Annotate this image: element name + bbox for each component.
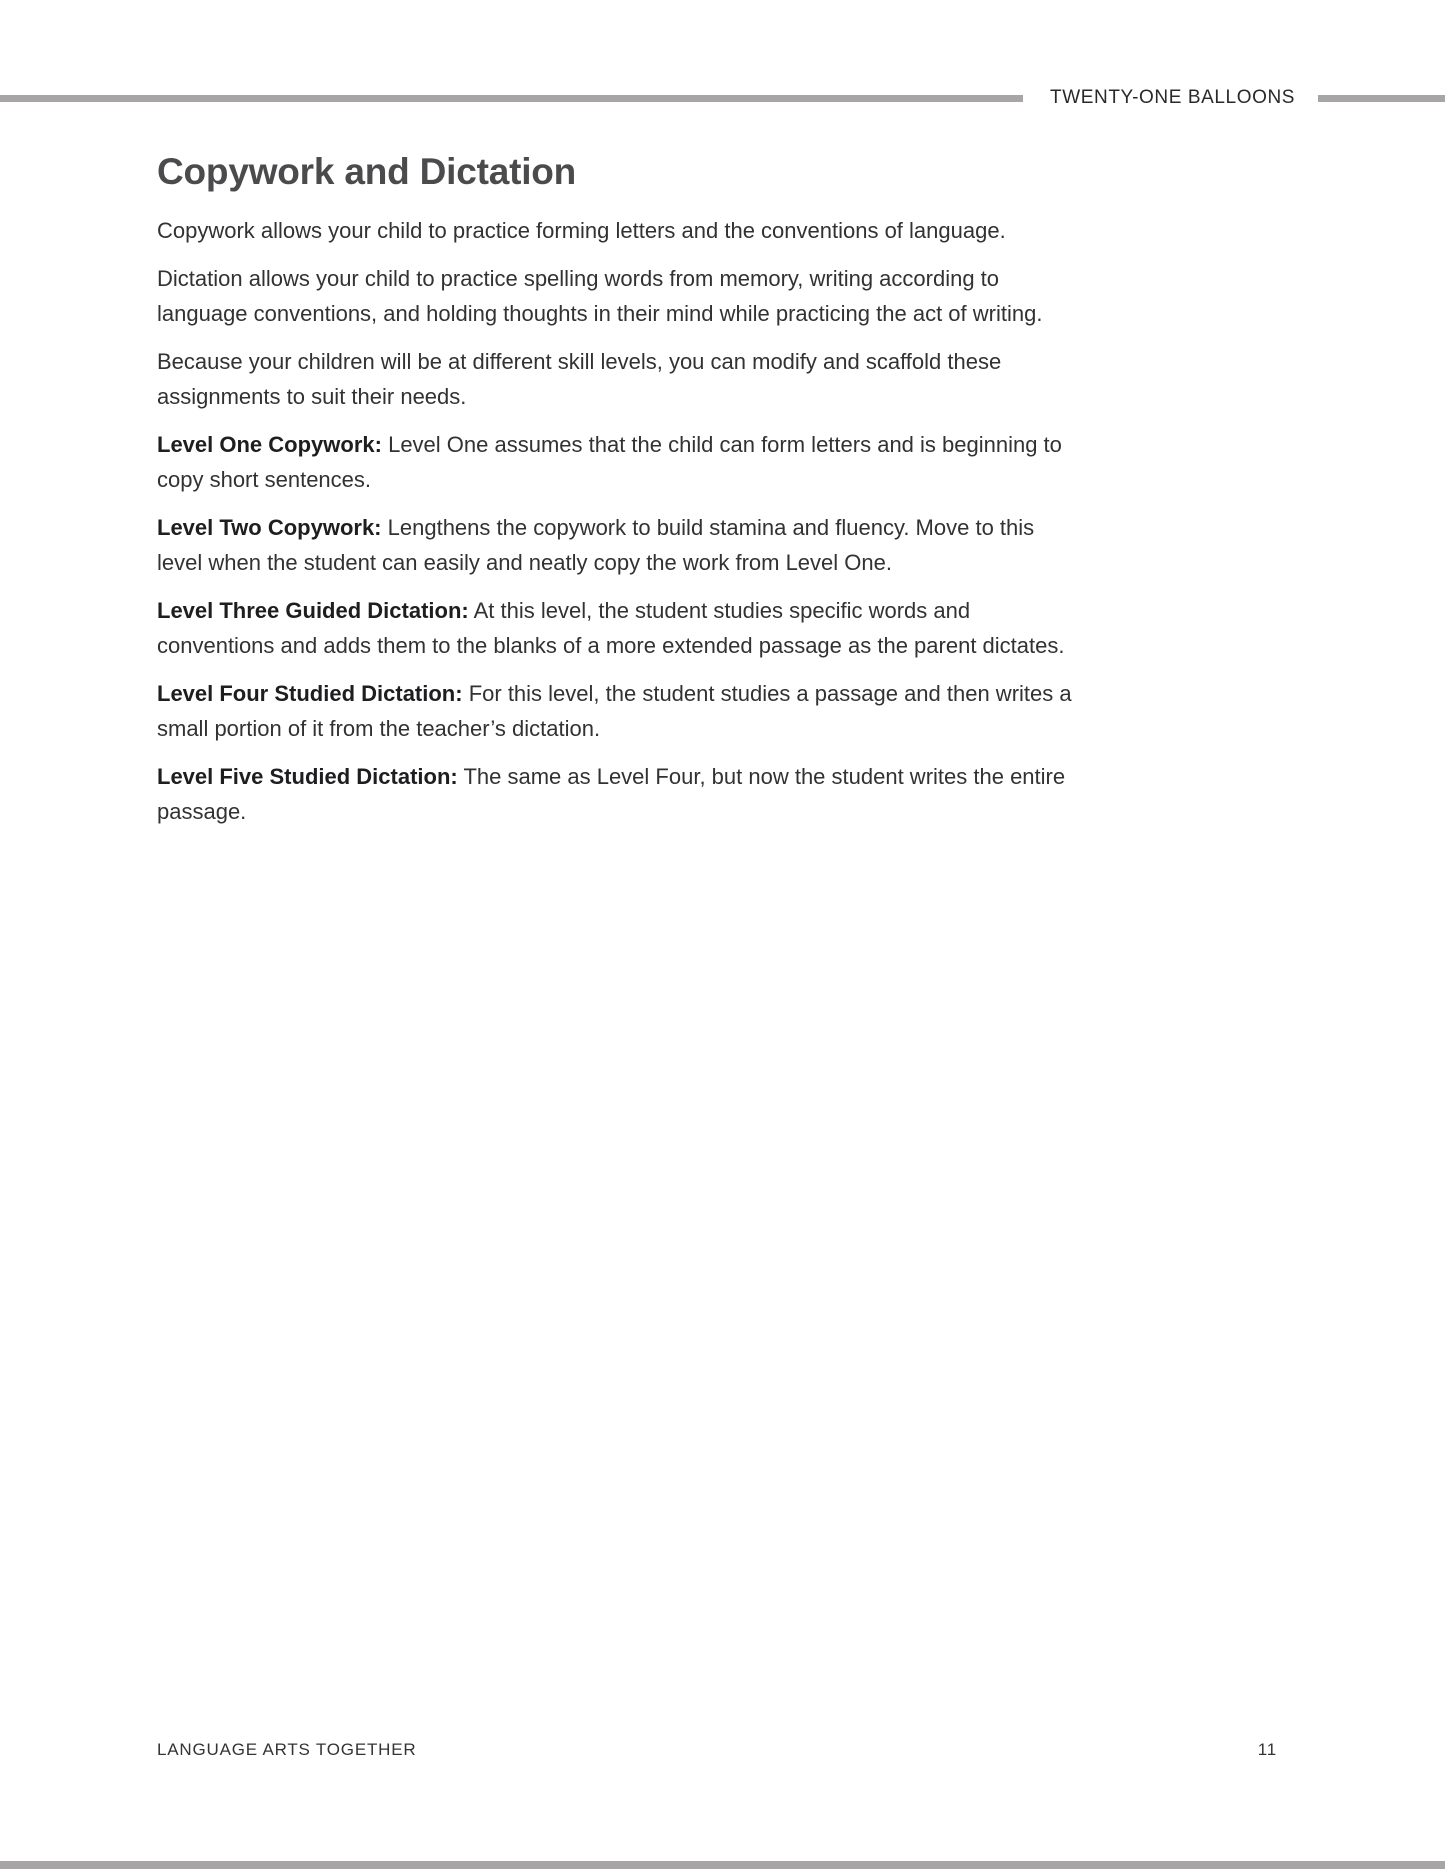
footer-page-number: 11 [1257, 1740, 1277, 1759]
running-header [0, 88, 1445, 108]
paragraph-level-four [157, 676, 1082, 746]
paragraph-lead-bold: Level Two Copywork: [157, 515, 382, 540]
paragraph-lead-bold: Level Five Studied Dictation: [157, 764, 458, 789]
paragraph-text: The same as Level Four, but now the student writes the entire passage. [157, 764, 1066, 824]
paragraph-text: For this level, the student studies a passage and then writes a small portion of it from the teacher’s dictation. [157, 681, 1072, 741]
paragraph-text: Copywork allows your child to practice forming letters and the conventions of language. [157, 218, 1006, 243]
paragraph-level-two [157, 510, 1082, 580]
paragraph-level-five [157, 759, 1082, 829]
paragraph-level-three [157, 593, 1082, 663]
paragraph-lead-bold: Level Three Guided Dictation: [157, 598, 469, 623]
header-rule-right [1318, 95, 1445, 102]
paragraph-dictation-intro [157, 261, 1082, 331]
footer-series-title: LANGUAGE ARTS TOGETHER [157, 1740, 417, 1759]
running-title: TWENTY-ONE BALLOONS [1050, 87, 1296, 108]
footer-rule [0, 1861, 1445, 1869]
paragraph-lead-bold: Level One Copywork: [157, 432, 382, 457]
paragraph-copywork-intro [157, 213, 1082, 248]
paragraph-text: Level One assumes that the child can form letters and is beginning to copy short sentences. [157, 432, 1062, 492]
paragraph-text: At this level, the student studies specific words and conventions and adds them to the blanks of a more extended passage as the parent dictates. [157, 598, 1065, 658]
paragraph-text: Dictation allows your child to practice spelling words from memory, writing according to language conventions, and holding thoughts in their mind while practicing the act of writing. [157, 266, 1043, 326]
paragraph-lead-bold: Level Four Studied Dictation: [157, 681, 463, 706]
paragraph-text: Because your children will be at different skill levels, you can modify and scaffold these assignments to suit their needs. [157, 349, 1002, 409]
paragraph-skill-levels [157, 344, 1082, 414]
page-title: Copywork and Dictation [157, 151, 577, 192]
paragraph-text: Lengthens the copywork to build stamina and fluency. Move to this level when the student can easily and neatly copy the work from Level One. [157, 515, 1035, 575]
page-content [157, 150, 1082, 842]
header-rule-left [0, 95, 1023, 102]
page-footer [157, 1740, 1277, 1760]
paragraph-level-one [157, 427, 1082, 497]
